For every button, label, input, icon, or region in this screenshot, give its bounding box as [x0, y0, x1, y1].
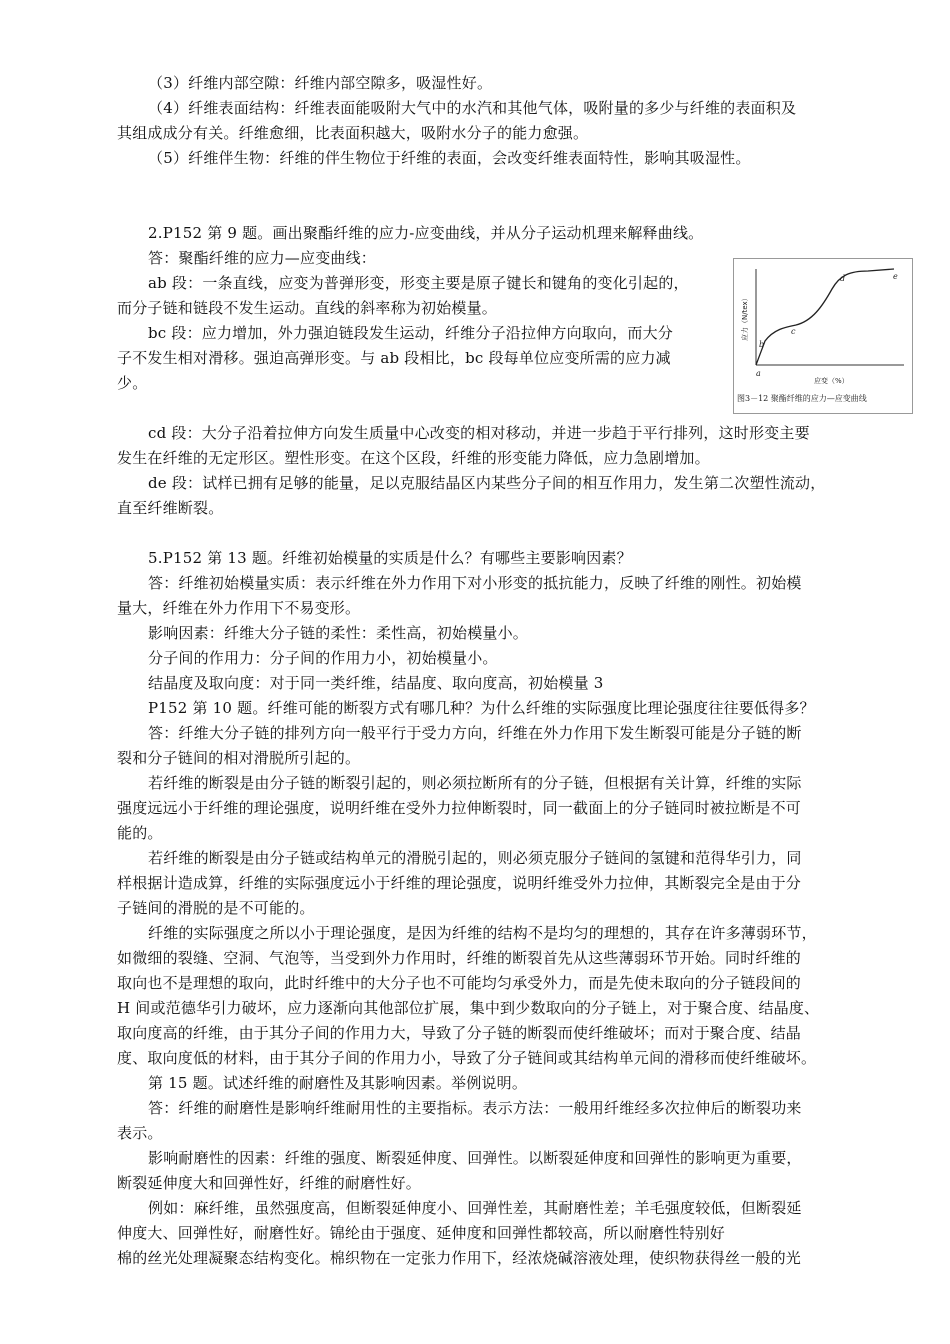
text-line: 影响耐磨性的因素：纤维的强度、断裂延伸度、回弹性。以断裂延伸度和回弹性的影响更为重要， [148, 1149, 802, 1167]
text-line: 例如：麻纤维，虽然强度高，但断裂延伸度小、回弹性差，其耐磨性差；羊毛强度较低，但断裂延 [148, 1199, 802, 1217]
text-line: 发生在纤维的无定形区。塑性形变。在这个区段，纤维的形变能力降低，应力急剧增加。 [117, 449, 710, 467]
text-line: 少。 [117, 374, 148, 392]
point-c-label: c [791, 327, 796, 336]
stress-strain-curve [756, 269, 894, 365]
text-line: 分子间的作用力：分子间的作用力小，初始模量小。 [148, 649, 498, 667]
stress-strain-figure [733, 258, 913, 414]
text-line: 伸度大、回弹性好，耐磨性好。锦纶由于强度、延伸度和回弹性都较高，所以耐磨性特别好 [117, 1224, 726, 1242]
question-heading: 5.P152 第 13 题。纤维初始模量的实质是什么？有哪些主要影响因素？ [148, 549, 632, 567]
text-line: 答：纤维大分子链的排列方向一般平行于受力方向，纤维在外力作用下发生断裂可能是分子链的断 [148, 724, 802, 742]
text-line: （3）纤维内部空隙：纤维内部空隙多，吸湿性好。 [148, 74, 493, 92]
question-heading: P152 第 10 题。纤维可能的断裂方式有哪几种？为什么纤维的实际强度比理论强度往往要低得多？ [148, 699, 815, 717]
text-line: 而分子链和链段不发生运动。直线的斜率称为初始模量。 [117, 299, 498, 317]
text-line: 如微细的裂缝、空洞、气泡等，当受到外力作用时，纤维的断裂首先从这些薄弱环节开始。同时纤维的 [117, 949, 802, 967]
text-line: 影响因素：纤维大分子链的柔性：柔性高，初始模量小。 [148, 624, 529, 642]
text-line: 子链间的滑脱的是不可能的。 [117, 899, 315, 917]
text-line: 断裂延伸度大和回弹性好，纤维的耐磨性好。 [117, 1174, 422, 1192]
text-line: ab 段：一条直线，应变为普弹形变，形变主要是原子键长和键角的变化引起的， [148, 274, 689, 292]
text-line: 样根据计造成算，纤维的实际强度远小于纤维的理论强度，说明纤维受外力拉伸，其断裂完全是由于分 [117, 874, 802, 892]
point-a-label: a [756, 369, 761, 378]
text-line: H 间或范德华引力破坏，应力逐渐向其他部位扩展，集中到少数取向的分子链上，对于聚合度、结晶度、 [117, 999, 820, 1017]
point-b-label: b [759, 340, 765, 349]
question-heading: 2.P152 第 9 题。画出聚酯纤维的应力-应变曲线，并从分子运动机理来解释曲线。 [148, 224, 704, 242]
text-line: 强度远远小于纤维的理论强度，说明纤维在受外力拉伸断裂时，同一截面上的分子链同时被拉断是不可 [117, 799, 802, 817]
text-line: cd 段：大分子沿着拉伸方向发生质量中心改变的相对移动，并进一步趋于平行排列，这时形变主要 [148, 424, 810, 442]
text-line: 答：纤维初始模量实质：表示纤维在外力作用下对小形变的抵抗能力，反映了纤维的刚性。初始模 [148, 574, 802, 592]
point-d-label: d [840, 274, 846, 283]
text-line: 量大，纤维在外力作用下不易变形。 [117, 599, 361, 617]
text-line: 结晶度及取向度：对于同一类纤维，结晶度、取向度高，初始模量 3 [148, 674, 604, 692]
point-e-label: e [893, 272, 898, 281]
stress-strain-chart [734, 259, 912, 393]
figure-caption: 图3－12 聚酯纤维的应力—应变曲线 [737, 394, 867, 403]
text-line: bc 段：应力增加，外力强迫链段发生运动，纤维分子沿拉伸方向取向，而大分 [148, 324, 673, 342]
text-line: de 段：试样已拥有足够的能量，足以克服结晶区内某些分子间的相互作用力，发生第二次塑性流动， [148, 474, 826, 492]
text-line: 答：纤维的耐磨性是影响纤维耐用性的主要指标。表示方法：一般用纤维经多次拉伸后的断裂功来 [148, 1099, 802, 1117]
text-line: 棉的丝光处理凝聚态结构变化。棉织物在一定张力作用下，经浓烧碱溶液处理，使织物获得丝一般的光 [117, 1249, 802, 1267]
text-line: 取向也不是理想的取向，此时纤维中的大分子也不可能均匀承受外力，而是先使未取向的分子链段间的 [117, 974, 802, 992]
text-line: 子不发生相对滑移。强迫高弹形变。与 ab 段相比，bc 段每单位应变所需的应力减 [117, 349, 671, 367]
text-line: 取向度高的纤维，由于其分子间的作用力大，导致了分子链的断裂而使纤维破坏；而对于聚合度、结晶 [117, 1024, 802, 1042]
text-line: （4）纤维表面结构：纤维表面能吸附大气中的水汽和其他气体，吸附量的多少与纤维的表面积及 [148, 99, 797, 117]
text-line: 表示。 [117, 1124, 163, 1142]
text-line: 其组成成分有关。纤维愈细，比表面积越大，吸附水分子的能力愈强。 [117, 124, 589, 142]
text-line: 若纤维的断裂是由分子链或结构单元的滑脱引起的，则必须克服分子链间的氢键和范得华引力，同 [148, 849, 802, 867]
text-line: 裂和分子链间的相对滑脱所引起的。 [117, 749, 361, 767]
y-axis-label: 应力（N/tex） [741, 294, 749, 341]
text-line: 答：聚酯纤维的应力—应变曲线： [148, 249, 377, 267]
text-line: （5）纤维伴生物：纤维的伴生物位于纤维的表面，会改变纤维表面特性，影响其吸湿性。 [148, 149, 751, 167]
text-line: 能的。 [117, 824, 163, 842]
question-heading: 第 15 题。试述纤维的耐磨性及其影响因素。举例说明。 [148, 1074, 528, 1092]
text-line: 纤维的实际强度之所以小于理论强度，是因为纤维的结构不是均匀的理想的，其存在许多薄弱环节， [148, 924, 817, 942]
text-line: 直至纤维断裂。 [117, 499, 224, 517]
x-axis-label: 应变（%） [814, 377, 849, 385]
text-line: 若纤维的断裂是由分子链的断裂引起的，则必须拉断所有的分子链，但根据有关计算，纤维的实际 [148, 774, 802, 792]
text-line: 度、取向度低的材料，由于其分子间的作用力小，导致了分子链间或其结构单元间的滑移而使纤维破坏。 [117, 1049, 817, 1067]
